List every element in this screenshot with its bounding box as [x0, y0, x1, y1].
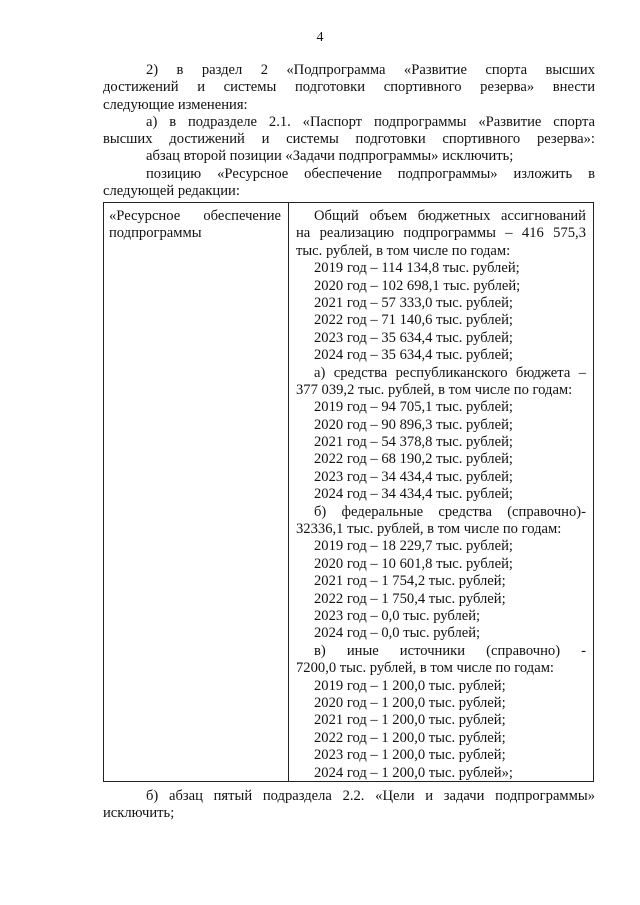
right-cell-line: тыс. рублей, в том числе по годам: — [296, 242, 511, 259]
table-left-cell — [109, 208, 281, 243]
right-cell-line: 2021 год – 57 333,0 тыс. рублей; — [314, 294, 513, 311]
right-cell-line: 377 039,2 тыс. рублей, в том числе по годам: — [296, 381, 573, 398]
subsection-a-line-1: а) в подразделе 2.1. «Паспорт подпрограммы «Развитие спорта — [146, 113, 595, 130]
subsection-a-line-3: абзац второй позиции «Задачи подпрограммы» исключить; — [146, 148, 514, 165]
subsection-b-line-1: б) абзац пятый подраздела 2.2. «Цели и задачи подпрограммы» — [146, 788, 595, 804]
intro-line-1: 2) в раздел 2 «Подпрограмма «Развитие спорта высших — [146, 62, 595, 78]
right-cell-line: 2020 год – 1 200,0 тыс. рублей; — [314, 694, 506, 711]
right-cell-line: 2022 год – 71 140,6 тыс. рублей; — [314, 312, 513, 329]
right-cell-line: 7200,0 тыс. рублей, в том числе по годам: — [296, 660, 554, 677]
page-number: 4 — [316, 30, 324, 45]
left-cell-line-1: «Ресурсное обеспечение — [109, 208, 281, 224]
right-cell-line: 2020 год – 90 896,3 тыс. рублей; — [314, 416, 513, 433]
right-cell-line: 2024 год – 0,0 тыс. рублей; — [314, 625, 481, 642]
table-right-cell — [296, 208, 586, 782]
right-cell-line: 2022 год – 1 200,0 тыс. рублей; — [314, 729, 506, 746]
right-cell-line: 2022 год – 1 750,4 тыс. рублей; — [314, 590, 506, 607]
right-cell-line: 2024 год – 35 634,4 тыс. рублей; — [314, 347, 513, 364]
intro-line-3: следующие изменения: — [103, 96, 248, 113]
right-cell-line: 2019 год – 114 134,8 тыс. рублей; — [314, 260, 520, 277]
right-cell-line: 2021 год – 54 378,8 тыс. рублей; — [314, 434, 513, 451]
right-cell-line: 2023 год – 1 200,0 тыс. рублей; — [314, 747, 506, 764]
right-cell-line: 2023 год – 0,0 тыс. рублей; — [314, 607, 481, 624]
subsection-b-line-2: исключить; — [103, 805, 175, 822]
subsection-a-line-5: следующей редакции: — [103, 183, 240, 200]
resource-table — [103, 202, 594, 782]
right-cell-line: 2024 год – 1 200,0 тыс. рублей»; — [314, 764, 513, 781]
right-cell-line: 2019 год – 94 705,1 тыс. рублей; — [314, 399, 513, 416]
right-cell-line: 2020 год – 102 698,1 тыс. рублей; — [314, 277, 521, 294]
right-cell-line: б) федеральные средства (справочно)- — [314, 503, 586, 520]
right-cell-line: 2021 год – 1 200,0 тыс. рублей; — [314, 712, 506, 729]
right-cell-line: 32336,1 тыс. рублей, в том числе по годам: — [296, 521, 562, 538]
right-cell-line: 2019 год – 1 200,0 тыс. рублей; — [314, 677, 506, 694]
left-cell-line-2: подпрограммы — [109, 225, 202, 242]
right-cell-line: 2024 год – 34 434,4 тыс. рублей; — [314, 486, 513, 503]
right-cell-line: в) иные источники (справочно) - — [314, 642, 586, 659]
outro-paragraph — [103, 788, 595, 823]
right-cell-line: Общий объем бюджетных ассигнований — [314, 208, 586, 224]
right-cell-line: 2023 год – 35 634,4 тыс. рублей; — [314, 329, 513, 346]
intro-line-2: достижений и системы подготовки спортивного резерва» внести — [103, 79, 595, 96]
right-cell-line: на реализацию подпрограммы – 416 575,3 — [296, 225, 586, 242]
subsection-a-line-4: позицию «Ресурсное обеспечение подпрограммы» изложить в — [146, 165, 595, 182]
right-cell-line: 2023 год – 34 434,4 тыс. рублей; — [314, 468, 513, 485]
subsection-a-line-2: высших достижений и системы подготовки спортивного резерва»: — [103, 131, 595, 148]
table-column-divider — [288, 203, 289, 781]
right-cell-line: 2020 год – 10 601,8 тыс. рублей; — [314, 555, 513, 572]
right-cell-line: 2019 год – 18 229,7 тыс. рублей; — [314, 538, 513, 555]
right-cell-line: 2021 год – 1 754,2 тыс. рублей; — [314, 573, 506, 590]
intro-paragraph — [103, 62, 595, 200]
right-cell-line: а) средства республиканского бюджета – — [314, 364, 586, 381]
right-cell-line: 2022 год – 68 190,2 тыс. рублей; — [314, 451, 513, 468]
